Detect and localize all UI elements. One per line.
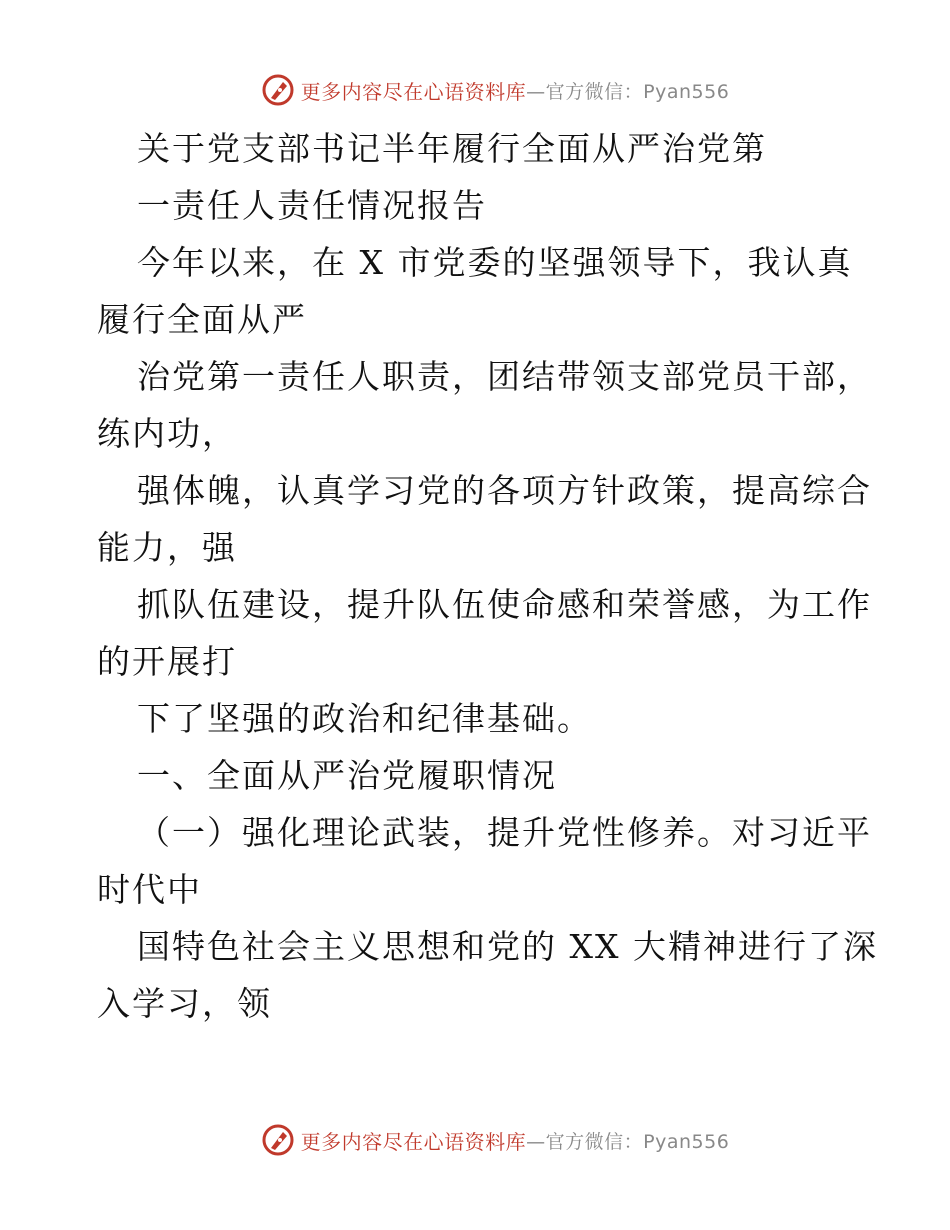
- watermark-sub-text: —官方微信：Pyan556: [526, 1130, 730, 1153]
- footer-watermark: [0, 1120, 950, 1160]
- paragraph-line: 入学习，领: [97, 984, 272, 1023]
- watermark-group: [261, 1123, 730, 1157]
- pen-nib-circle-icon: [261, 73, 295, 107]
- document-body: [97, 120, 878, 1032]
- pen-nib-circle-icon: [261, 1123, 295, 1157]
- doc-title-line-1: 关于党支部书记半年履行全面从严治党第: [137, 129, 767, 168]
- paragraph-line: 能力，强: [97, 528, 237, 567]
- watermark-sub-text: —官方微信：Pyan556: [526, 80, 730, 103]
- watermark-main-text: 更多内容尽在心语资料库: [300, 1129, 527, 1154]
- watermark-main-text: 更多内容尽在心语资料库: [300, 79, 527, 104]
- paragraph-line: 抓队伍建设，提升队伍使命感和荣誉感，为工作: [137, 585, 872, 624]
- header-watermark: [0, 70, 950, 110]
- watermark-group: [261, 73, 730, 107]
- paragraph-line: 今年以来，在 X 市党委的坚强领导下，我认真: [137, 243, 853, 282]
- paragraph-line: 强体魄，认真学习党的各项方针政策，提高综合: [137, 471, 872, 510]
- section-heading: 一、全面从严治党履职情况: [137, 756, 557, 795]
- paragraph-line: 下了坚强的政治和纪律基础。: [137, 699, 592, 738]
- paragraph-line: 时代中: [97, 870, 202, 909]
- paragraph-line: （一）强化理论武装，提升党性修养。对习近平: [137, 813, 872, 852]
- paragraph-line: 的开展打: [97, 642, 237, 681]
- doc-title-line-2: 一责任人责任情况报告: [137, 186, 487, 225]
- paragraph-line: 履行全面从严: [97, 300, 307, 339]
- paragraph-line: 治党第一责任人职责，团结带领支部党员干部，: [137, 357, 872, 396]
- paragraph-line: 练内功，: [97, 414, 237, 453]
- paragraph-line: 国特色社会主义思想和党的 XX 大精神进行了深: [137, 927, 878, 966]
